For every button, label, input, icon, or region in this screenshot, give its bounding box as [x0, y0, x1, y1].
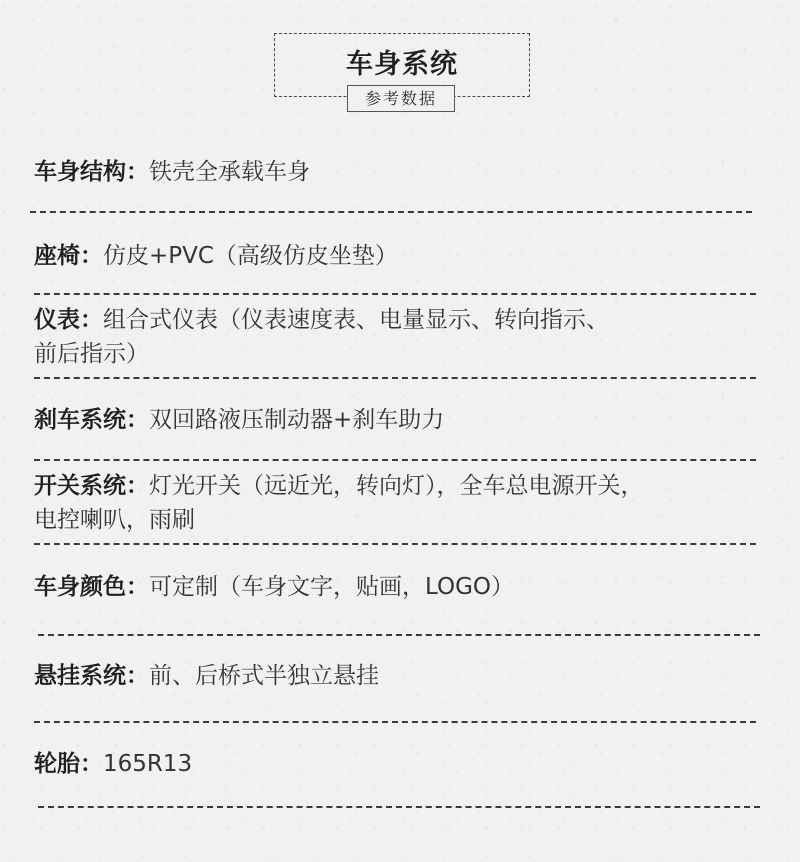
spec-value-continued: 前后指示）: [34, 341, 149, 367]
spec-value: 165R13: [103, 751, 193, 777]
spec-row-body-color: [34, 570, 774, 604]
spec-value: 仿皮+PVC（高级仿皮坐垫）: [103, 243, 398, 269]
spec-value: 前、后桥式半独立悬挂: [149, 663, 379, 689]
spec-value: 双回路液压制动器+刹车助力: [149, 407, 445, 433]
spec-value-continued: 电控喇叭，雨刷: [34, 507, 195, 533]
spec-row-switch: [34, 469, 774, 537]
spec-value: 灯光开关（远近光，转向灯），全车总电源开关，: [149, 473, 644, 499]
spec-label: 车身结构：: [34, 159, 149, 185]
subtitle-badge: 参考数据: [347, 85, 455, 112]
spec-row-instrument: [34, 303, 774, 371]
divider: [34, 377, 756, 379]
spec-label: 座椅：: [34, 243, 103, 269]
spec-value: 铁壳全承载车身: [149, 159, 310, 185]
divider: [30, 211, 752, 213]
spec-row-brake: [34, 403, 774, 437]
spec-row-seat: [34, 239, 774, 273]
spec-label: 轮胎：: [34, 751, 103, 777]
divider: [34, 293, 756, 295]
divider: [38, 806, 760, 808]
spec-label: 悬挂系统：: [34, 663, 149, 689]
spec-value: 可定制（车身文字，贴画，LOGO）: [149, 574, 515, 600]
spec-row-suspension: [34, 659, 774, 693]
divider: [34, 459, 756, 461]
spec-label: 开关系统：: [34, 473, 149, 499]
divider: [34, 543, 756, 545]
divider: [34, 721, 756, 723]
spec-row-body-structure: [34, 155, 774, 189]
spec-label: 刹车系统：: [34, 407, 149, 433]
spec-label: 仪表：: [34, 307, 103, 333]
spec-label: 车身颜色：: [34, 574, 149, 600]
spec-row-tire: [34, 747, 774, 781]
page-title: 车身系统: [346, 49, 458, 80]
divider: [38, 634, 760, 636]
spec-value: 组合式仪表（仪表速度表、电量显示、转向指示、: [103, 307, 609, 333]
